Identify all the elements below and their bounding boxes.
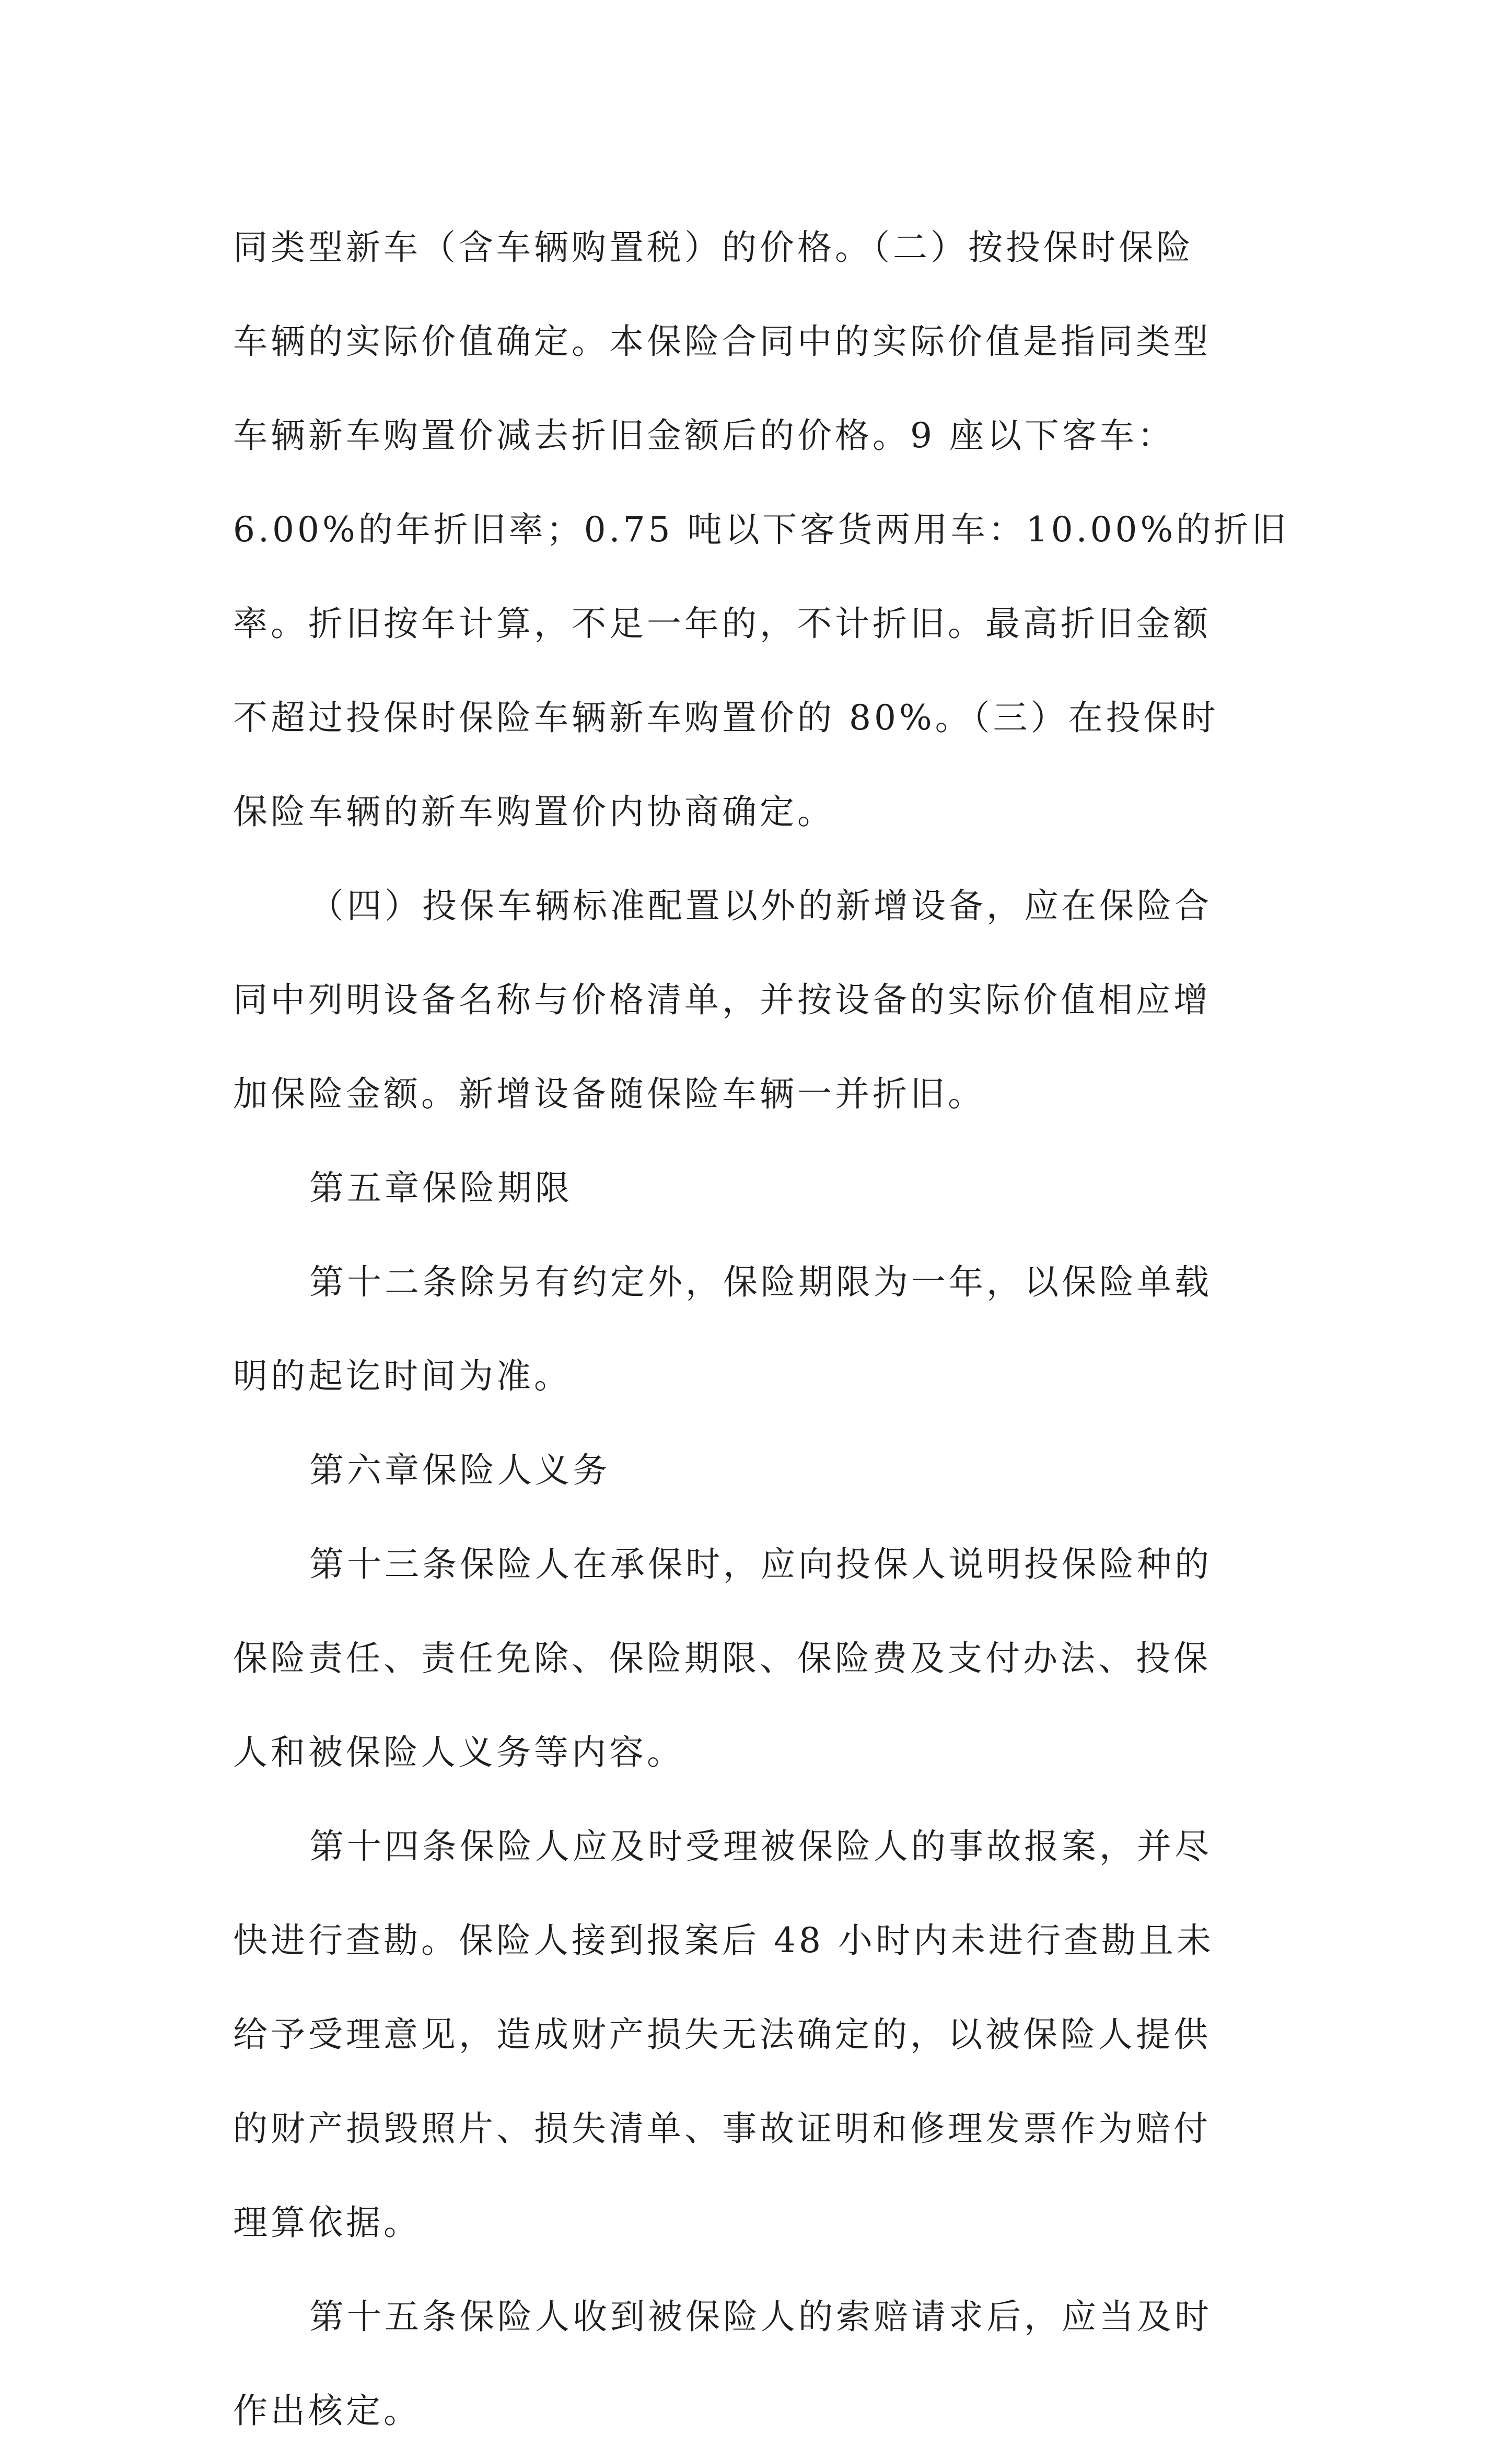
text-line: 的财产损毁照片、损失清单、事故证明和修理发票作为赔付 — [233, 2108, 1211, 2149]
text-line: 率。折旧按年计算，不足一年的，不计折旧。最高折旧金额 — [233, 604, 1211, 644]
text-line: 不超过投保时保险车辆新车购置价的 80%。（三）在投保时 — [233, 698, 1219, 738]
paragraph-first-line: 第十四条保险人应及时受理被保险人的事故报案，并尽 — [309, 1826, 1212, 1866]
text-line: 加保险金额。新增设备随保险车辆一并折旧。 — [233, 1074, 985, 1114]
paragraph-first-line: （四）投保车辆标准配置以外的新增设备，应在保险合 — [309, 886, 1212, 926]
text-line: 人和被保险人义务等内容。 — [233, 1732, 684, 1772]
chapter-heading: 第六章保险人义务 — [309, 1450, 610, 1490]
text-line: 车辆的实际价值确定。本保险合同中的实际价值是指同类型 — [233, 321, 1211, 362]
text-line: 理算依据。 — [233, 2202, 421, 2243]
paragraph-first-line: 第十五条保险人收到被保险人的索赔请求后，应当及时 — [309, 2297, 1212, 2337]
text-line: 同类型新车（含车辆购置税）的价格。（二）按投保时保险 — [233, 227, 1194, 268]
paragraph-first-line: 第十三条保险人在承保时，应向投保人说明投保险种的 — [309, 1544, 1212, 1584]
text-line: 保险车辆的新车购置价内协商确定。 — [233, 792, 835, 832]
text-line: 6.00%的年折旧率；0.75 吨以下客货两用车：10.00%的折旧 — [233, 509, 1289, 550]
text-line: 车辆新车购置价减去折旧金额后的价格。9 座以下客车： — [233, 415, 1175, 456]
paragraph-first-line: 第十二条除另有约定外，保险期限为一年，以保险单载 — [309, 1262, 1212, 1302]
text-line: 保险责任、责任免除、保险期限、保险费及支付办法、投保 — [233, 1638, 1211, 1678]
document-body — [233, 201, 1288, 2458]
text-line: 快进行查勘。保险人接到报案后 48 小时内未进行查勘且未 — [233, 1920, 1214, 1961]
text-line: 作出核定。 — [233, 2391, 421, 2431]
text-line: 同中列明设备名称与价格清单，并按设备的实际价值相应增 — [233, 980, 1211, 1020]
text-line: 给予受理意见，造成财产损失无法确定的，以被保险人提供 — [233, 2014, 1211, 2055]
text-line: 明的起讫时间为准。 — [233, 1356, 572, 1396]
chapter-heading: 第五章保险期限 — [309, 1168, 573, 1208]
